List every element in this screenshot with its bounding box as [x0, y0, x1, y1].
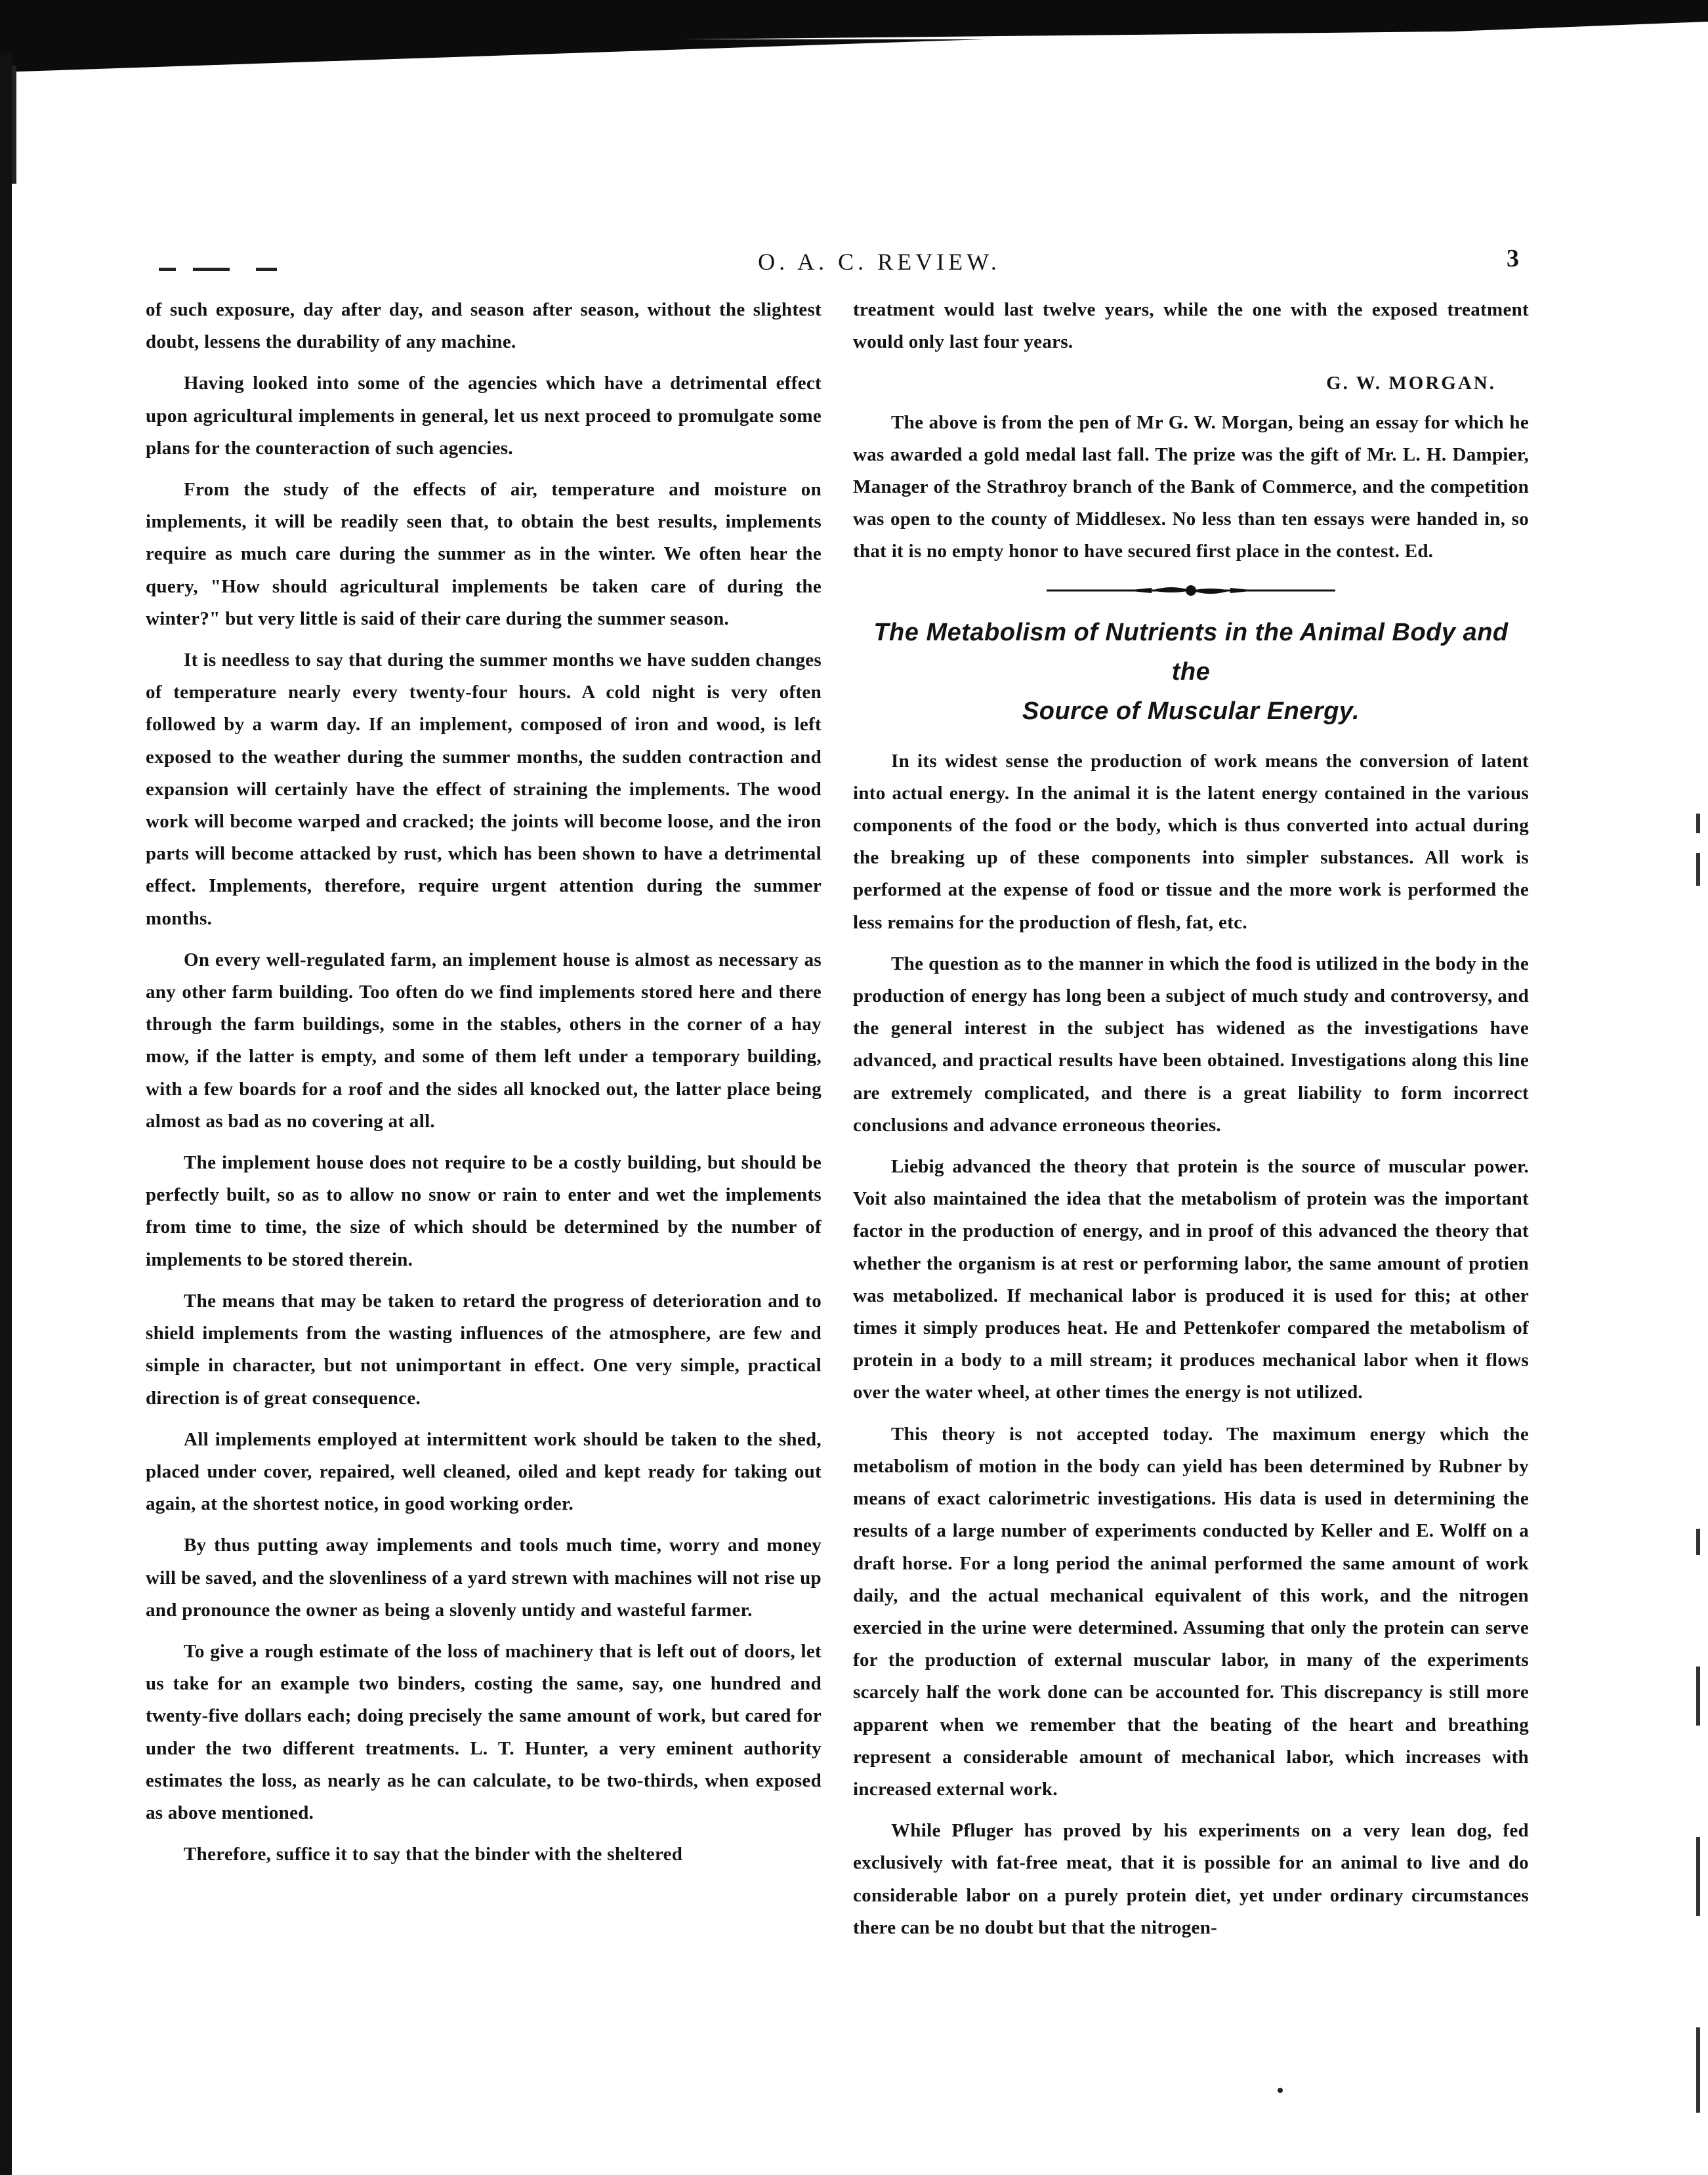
paragraph: treatment would last twelve years, while the one with the exposed treatment would only last four years. — [853, 299, 1529, 353]
paragraph: Having looked into some of the agencies which have a detrimental effect upon agricultural implements in general, let us next proceed to promulgate some plans for the counteraction of such agencies. — [146, 373, 822, 459]
decorative-rule-icon — [853, 583, 1529, 598]
left-column — [146, 294, 822, 1880]
paragraph: of such exposure, day after day, and season after season, without the slightest doubt, lessens the durability of any machine. — [146, 299, 822, 353]
article-title — [853, 613, 1529, 731]
right-column — [853, 294, 1529, 1953]
paragraph: On every well-regulated farm, an implement house is almost as necessary as any other farm building. Too often do we find implements stored here and there through the farm buildings, some in the stables, others in the corner of a hay mow, if the latter is empty, and some of them left under a temporary building, with a few boards for a roof and the sides all knocked out, the latter place being almost as bad as no covering at all. — [146, 949, 822, 1132]
paragraph: From the study of the effects of air, temperature and moisture on implements, it will be readily seen that, to obtain the best results, implements require as much care during the summer as in the winter. We often hear the query, "How should agricultural implements be taken care of during the winter?" but very little is said of their care during the summer season. — [146, 479, 822, 629]
page-number: 3 — [1507, 245, 1519, 272]
scan-border-top-shadow — [0, 39, 984, 72]
running-head: O. A. C. REVIEW. — [758, 249, 1001, 275]
paragraph: While Pfluger has proved by his experiments on a very lean dog, fed exclusively with fat-free meat, that it is possible for an animal to live and do considerable labor on a purely protein diet, yet under ordinary circumstances there can be no doubt but that the nitrogen- — [853, 1820, 1529, 1938]
scan-border-left-mark — [12, 66, 16, 184]
paragraph: The implement house does not require to be a costly building, but should be perfectly built, so as to allow no snow or rain to enter and wet the implements from time to time, the size of which should be determined by the number of implements to be stored therein. — [146, 1152, 822, 1270]
header-rule-marks — [159, 268, 316, 272]
paragraph: To give a rough estimate of the loss of machinery that is left out of doors, let us take for an example two binders, costing the same, say, one hundred and twenty-five dollars each; doing precisely the same amount of work, but cared for under the two different treatments. L. T. Hunter, a very eminent authority estimates the loss, as nearly as he can calculate, to be two-thirds, when exposed as above mentioned. — [146, 1640, 822, 1823]
paragraph: It is needless to say that during the summer months we have sudden changes of temperature nearly every twenty-four hours. A cold night is very often followed by a warm day. If an implement, composed of iron and wood, is left exposed to the weather during the summer months, the sudden contraction and expansion will certainly have the effect of straining the implements. The wood work will become warped and cracked; the joints will become loose, and the iron parts will become attacked by rust, which has been shown to have a detrimental effect. Implements, therefore, require urgent attention during the summer months. — [146, 650, 822, 929]
author-signature: G. W. MORGAN. — [1326, 373, 1496, 394]
paragraph: By thus putting away implements and tools much time, worry and money will be saved, and the slovenliness of a yard strewn with machines will not rise up and pronounce the owner as being a slovenly untidy and wasteful farmer. — [146, 1535, 822, 1621]
scan-border-right-marks — [1696, 814, 1703, 2126]
paragraph: In its widest sense the production of work means the conversion of latent into actual energy. In the animal it is the latent energy contained in the various components of the food or the body, which is thus converted into actual during the breaking up of these components into simpler substances. All work is performed at the expense of food or tissue and the more work is performed the less remains for the production of flesh, fat, etc. — [853, 750, 1529, 933]
paragraph: The means that may be taken to retard the progress of deterioration and to shield implements from the wasting influences of the atmosphere, are few and simple in character, but not unimportant in effect. One very simple, practical direction is of great consequence. — [146, 1290, 822, 1409]
paragraph: Therefore, suffice it to say that the binder with the sheltered — [184, 1844, 683, 1865]
paragraph: All implements employed at intermittent work should be taken to the shed, placed under cover, repaired, well cleaned, oiled and kept ready for taking out again, at the shortest notice, in good working order. — [146, 1428, 822, 1515]
ink-dot — [1278, 2088, 1283, 2093]
editor-note: The above is from the pen of Mr G. W. Morgan, being an essay for which he was awarded a gold medal last fall. The prize was the gift of Mr. L. H. Dampier, Manager of the Strathroy branch of the Bank of Commerce, and the competition was open to the county of Middlesex. No less than ten essays were handed in, so that it is no empty honor to have secured first place in the contest. Ed. — [853, 411, 1529, 562]
scan-border-top — [0, 0, 1708, 39]
scan-border-left — [0, 52, 12, 2175]
paragraph: Liebig advanced the theory that protein is the source of muscular power. Voit also maintained the idea that the metabolism of protein was the important factor in the production of energy, and in proof of this advanced the theory that whether the organism is at rest or performing labor, the same amount of protien was metabolized. If mechanical labor is produced it is used for this; at other times it simply produces heat. He and Pettenkofer compared the metabolism of protein in a body to a mill stream; it produces mechanical labor when it flows over the water wheel, at other times the energy is not utilized. — [853, 1156, 1529, 1403]
paragraph: The question as to the manner in which the food is utilized in the body in the production of energy has long been a subject of much study and controversy, and the general interest in the subject has widened as the investigations have advanced, and practical results have been obtained. Investigations along this line are extremely complicated, and there is a great liability to form incorrect conclusions and advance erroneous theories. — [853, 953, 1529, 1136]
article-title-line: The Metabolism of Nutrients in the Animal Body and the — [873, 618, 1509, 686]
article-title-line: Source of Muscular Energy. — [1022, 697, 1360, 725]
paragraph: This theory is not accepted today. The maximum energy which the metabolism of motion in the body can yield has been determined by Rubner by means of exact calorimetric investigations. His data is used in determining the results of a large number of experiments conducted by Keller and E. Wolff on a draft horse. For a long period the animal performed the same amount of work daily, and the actual mechanical equivalent of this work, and the nitrogen exercied in the urine were determined. Assuming that only the protein can serve for the production of external muscular labor, in many of the experiments scarcely half the work done can be accounted for. This discrepancy is still more apparent when we remember that the beating of the heart and breathing represent a considerable amount of mechanical labor, which increases with increased external work. — [853, 1423, 1529, 1800]
